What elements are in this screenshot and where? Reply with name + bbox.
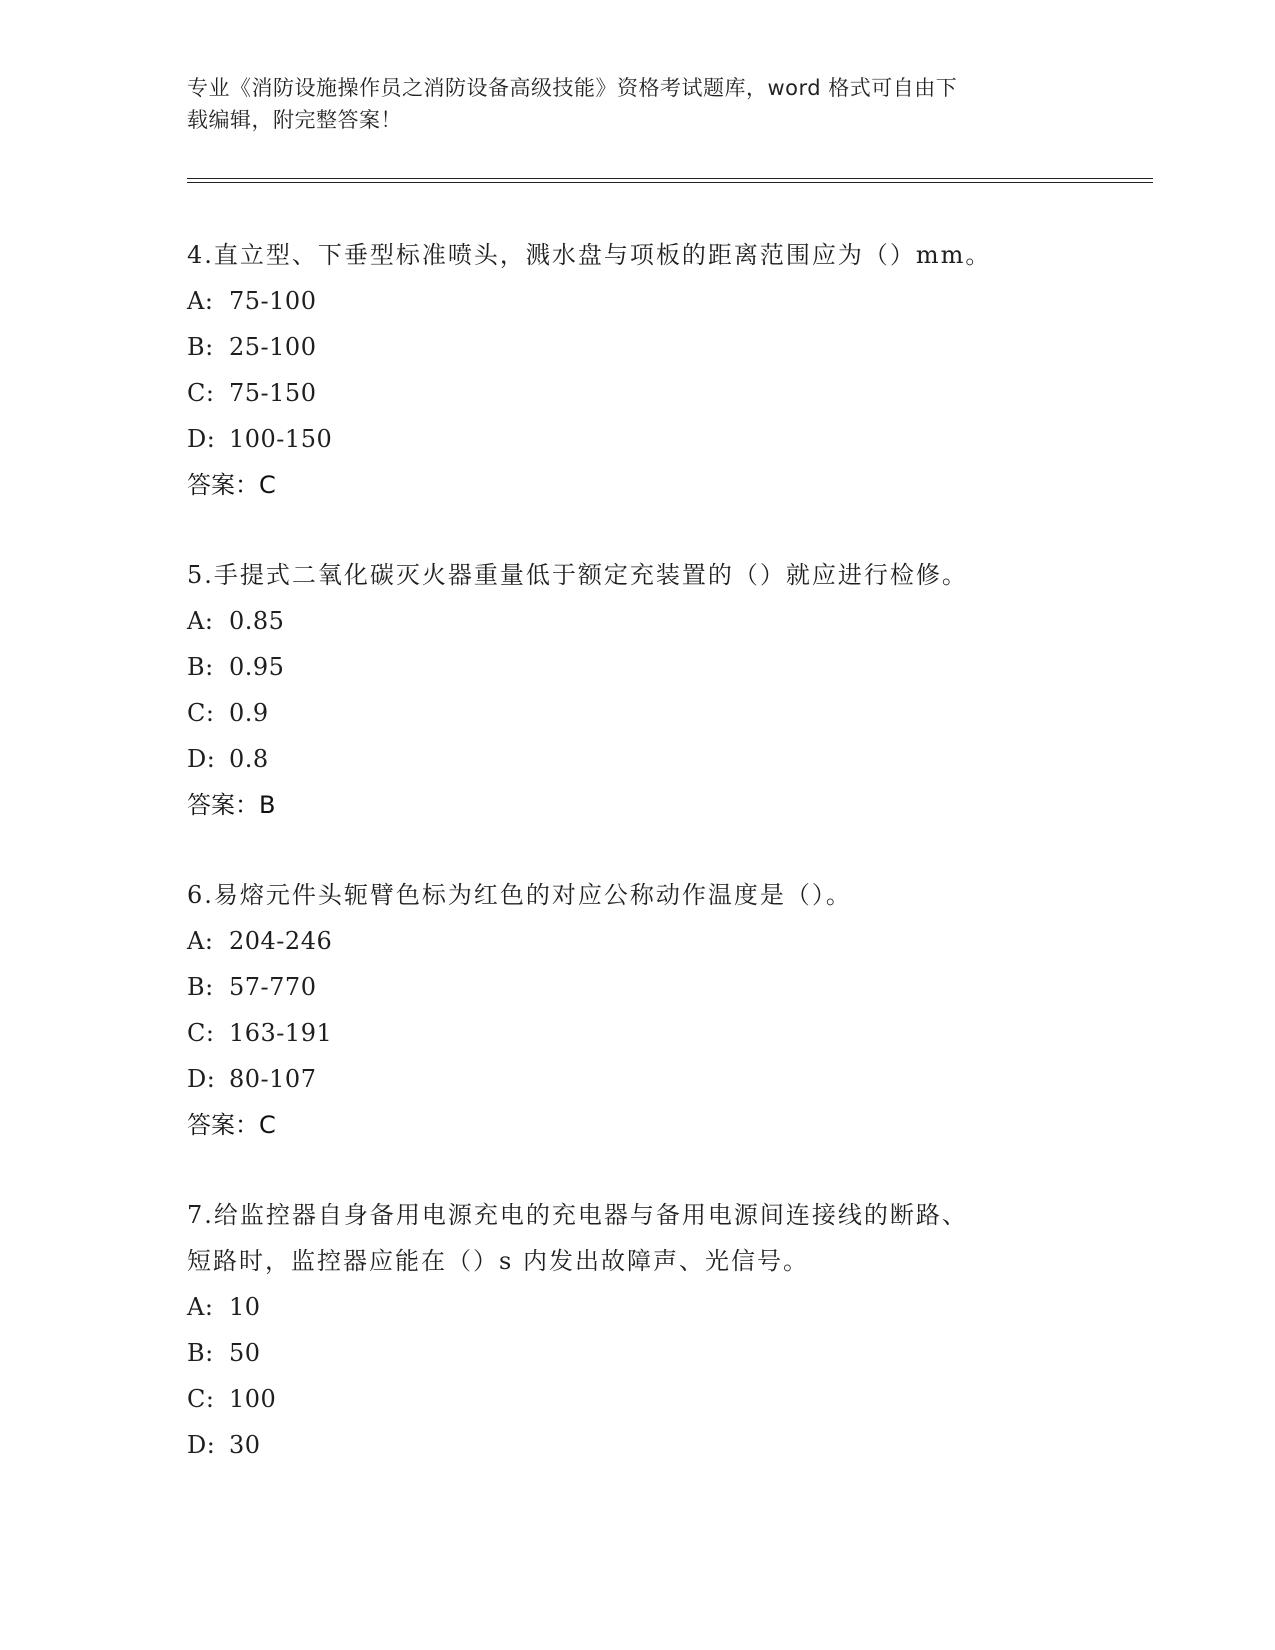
- option-b: B: 25-100: [187, 333, 317, 361]
- option-c: C: 163-191: [187, 1019, 333, 1047]
- option-d: D: 0.8: [187, 745, 269, 773]
- option-c: C: 100: [187, 1385, 277, 1413]
- answer-line: 答案：C: [187, 471, 276, 499]
- question-text-line-1: 7.给监控器自身备用电源充电的充电器与备用电源间连接线的断路、: [187, 1201, 968, 1229]
- option-b: B: 50: [187, 1339, 261, 1367]
- option-a: A: 0.85: [187, 607, 285, 635]
- question-4: [187, 232, 1087, 508]
- question-text: 6.易熔元件头轭臂色标为红色的对应公称动作温度是（）。: [187, 881, 852, 909]
- option-d: D: 100-150: [187, 425, 333, 453]
- question-text: 5.手提式二氧化碳灭火器重量低于额定充装置的（）就应进行检修。: [187, 561, 968, 589]
- question-7: [187, 1192, 1087, 1468]
- header-divider-bottom: [187, 182, 1153, 183]
- question-6: [187, 872, 1087, 1148]
- option-a: A: 204-246: [187, 927, 333, 955]
- option-c: C: 0.9: [187, 699, 269, 727]
- question-text-line-2: 短路时，监控器应能在（）s 内发出故障声、光信号。: [187, 1247, 809, 1275]
- document-header: [187, 72, 1067, 136]
- option-a: A: 75-100: [187, 287, 317, 315]
- option-b: B: 0.95: [187, 653, 285, 681]
- answer-line: 答案：B: [187, 791, 276, 819]
- header-line-2: 载编辑，附完整答案！: [187, 108, 402, 132]
- header-divider-top: [187, 178, 1153, 179]
- option-a: A: 10: [187, 1293, 261, 1321]
- question-text: 4.直立型、下垂型标准喷头，溅水盘与项板的距离范围应为（）mm。: [187, 241, 992, 269]
- option-d: D: 80-107: [187, 1065, 317, 1093]
- option-c: C: 75-150: [187, 379, 317, 407]
- answer-line: 答案：C: [187, 1111, 276, 1139]
- header-line-1: 专业《消防设施操作员之消防设备高级技能》资格考试题库，word 格式可自由下: [187, 76, 958, 100]
- question-5: [187, 552, 1087, 828]
- option-b: B: 57-770: [187, 973, 317, 1001]
- option-d: D: 30: [187, 1431, 261, 1459]
